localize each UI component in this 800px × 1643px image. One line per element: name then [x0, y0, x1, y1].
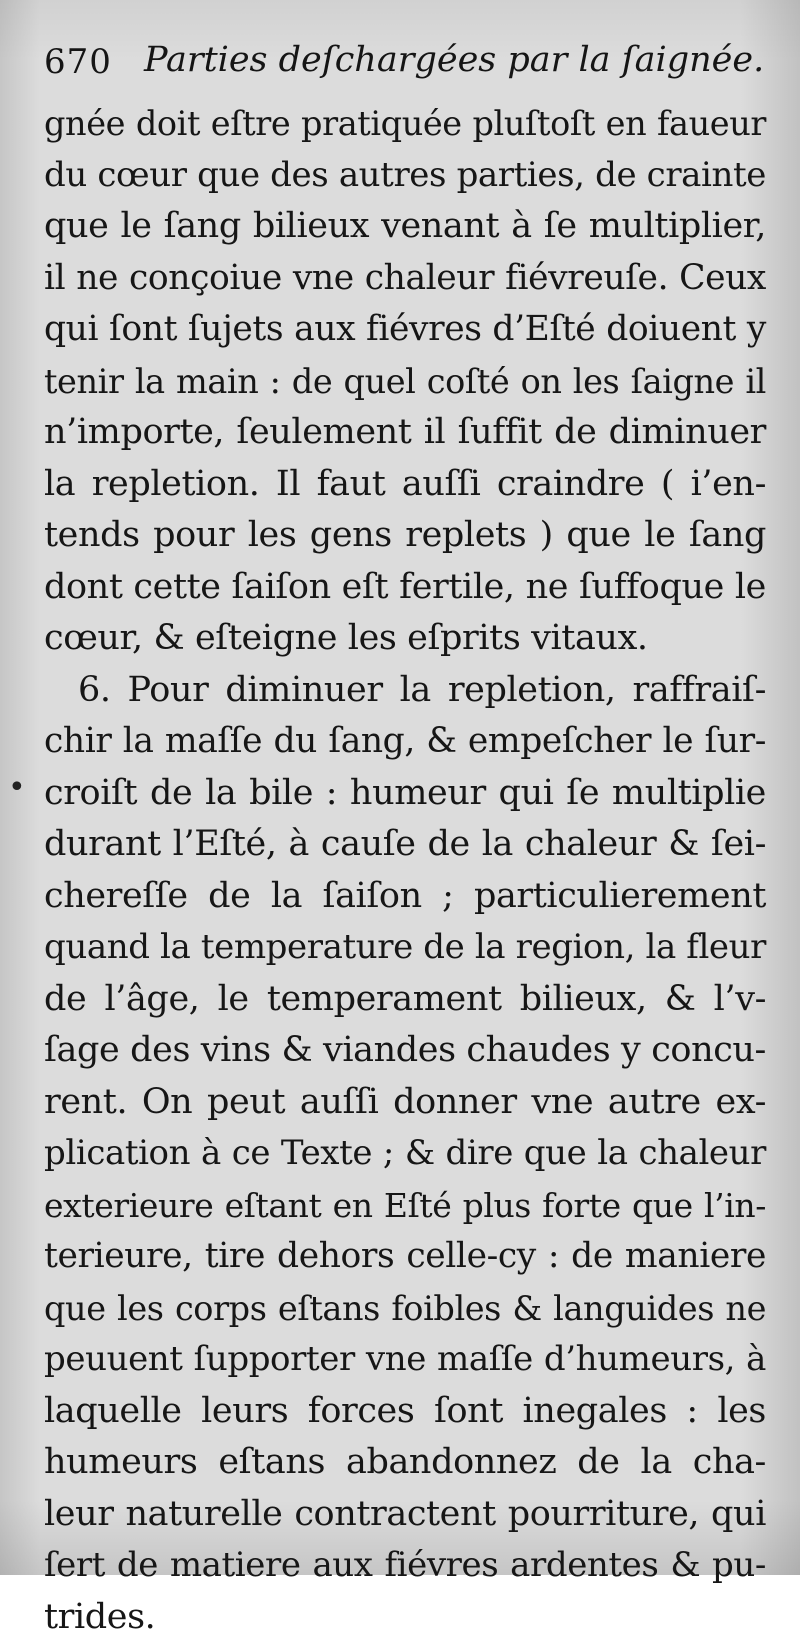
paragraph-start-line: 6. Pour diminuer la repletion, raffraiſ- [44, 665, 766, 717]
text-line: tends pour les gens replets ) que le ſang [44, 510, 766, 562]
text-line: peuuent ſupporter vne maſſe d’humeurs, à [44, 1334, 766, 1386]
text-line: tenir la main : de quel coſté on les ſaigne il [44, 356, 766, 408]
page-number: 670 [44, 42, 112, 82]
text-line: dont cette ſaiſon eſt fertile, ne ſuffoque le [44, 562, 766, 614]
text-line: gnée doit eſtre pratiquée pluſtoſt en faueur [44, 98, 766, 150]
text-line: chereſſe de la ſaiſon ; particulierement [44, 871, 766, 923]
text-line: qui ſont ſujets aux fiévres d’Eſté doiuent y [44, 304, 766, 356]
text-line: quand la temperature de la region, la fleur [44, 922, 766, 974]
text-line: exterieure eſtant en Eſté plus forte que l’in- [44, 1180, 766, 1232]
text-line: croiſt de la bile : humeur qui ſe multiplie [44, 768, 766, 820]
body-text [44, 98, 766, 1643]
text-line: que le ſang bilieux venant à ſe multiplier, [44, 201, 766, 253]
text-line: plication à ce Texte ; & dire que la chaleur [44, 1128, 766, 1180]
text-line: la repletion. Il faut auſſi craindre ( i’en- [44, 459, 766, 511]
text-line: de l’âge, le temperament bilieux, & l’v- [44, 974, 766, 1026]
paragraph-end-line: cœur, & eſteigne les eſprits vitaux. [44, 613, 766, 665]
paragraph-end-line: trides. [44, 1592, 766, 1643]
text-line: terieure, tire dehors celle-cy : de maniere [44, 1231, 766, 1283]
page-header [44, 30, 764, 92]
text-line: il ne conçoiue vne chaleur fiévreuſe. Ceux [44, 253, 766, 305]
text-line: chir la maſſe du ſang, & empeſcher le ſur- [44, 716, 766, 768]
text-line: durant l’Eſté, à cauſe de la chaleur & ſei- [44, 819, 766, 871]
text-line: que les corps eſtans foibles & languides ne [44, 1283, 766, 1335]
running-title: Parties deſchargées par la ſaignée. [144, 40, 764, 80]
text-line: n’importe, ſeulement il ſuffit de diminuer [44, 407, 766, 459]
text-line: du cœur que des autres parties, de crainte [44, 150, 766, 202]
margin-mark: • [8, 770, 26, 805]
text-line: leur naturelle contractent pourriture, qui [44, 1489, 766, 1541]
text-line: laquelle leurs forces ſont inegales : les [44, 1386, 766, 1438]
text-line: rent. On peut auſſi donner vne autre ex- [44, 1077, 766, 1129]
text-line: ſage des vins & viandes chaudes y concu- [44, 1025, 766, 1077]
text-line: humeurs eſtans abandonnez de la cha- [44, 1437, 766, 1489]
text-line: ſert de matiere aux fiévres ardentes & pu- [44, 1540, 766, 1592]
